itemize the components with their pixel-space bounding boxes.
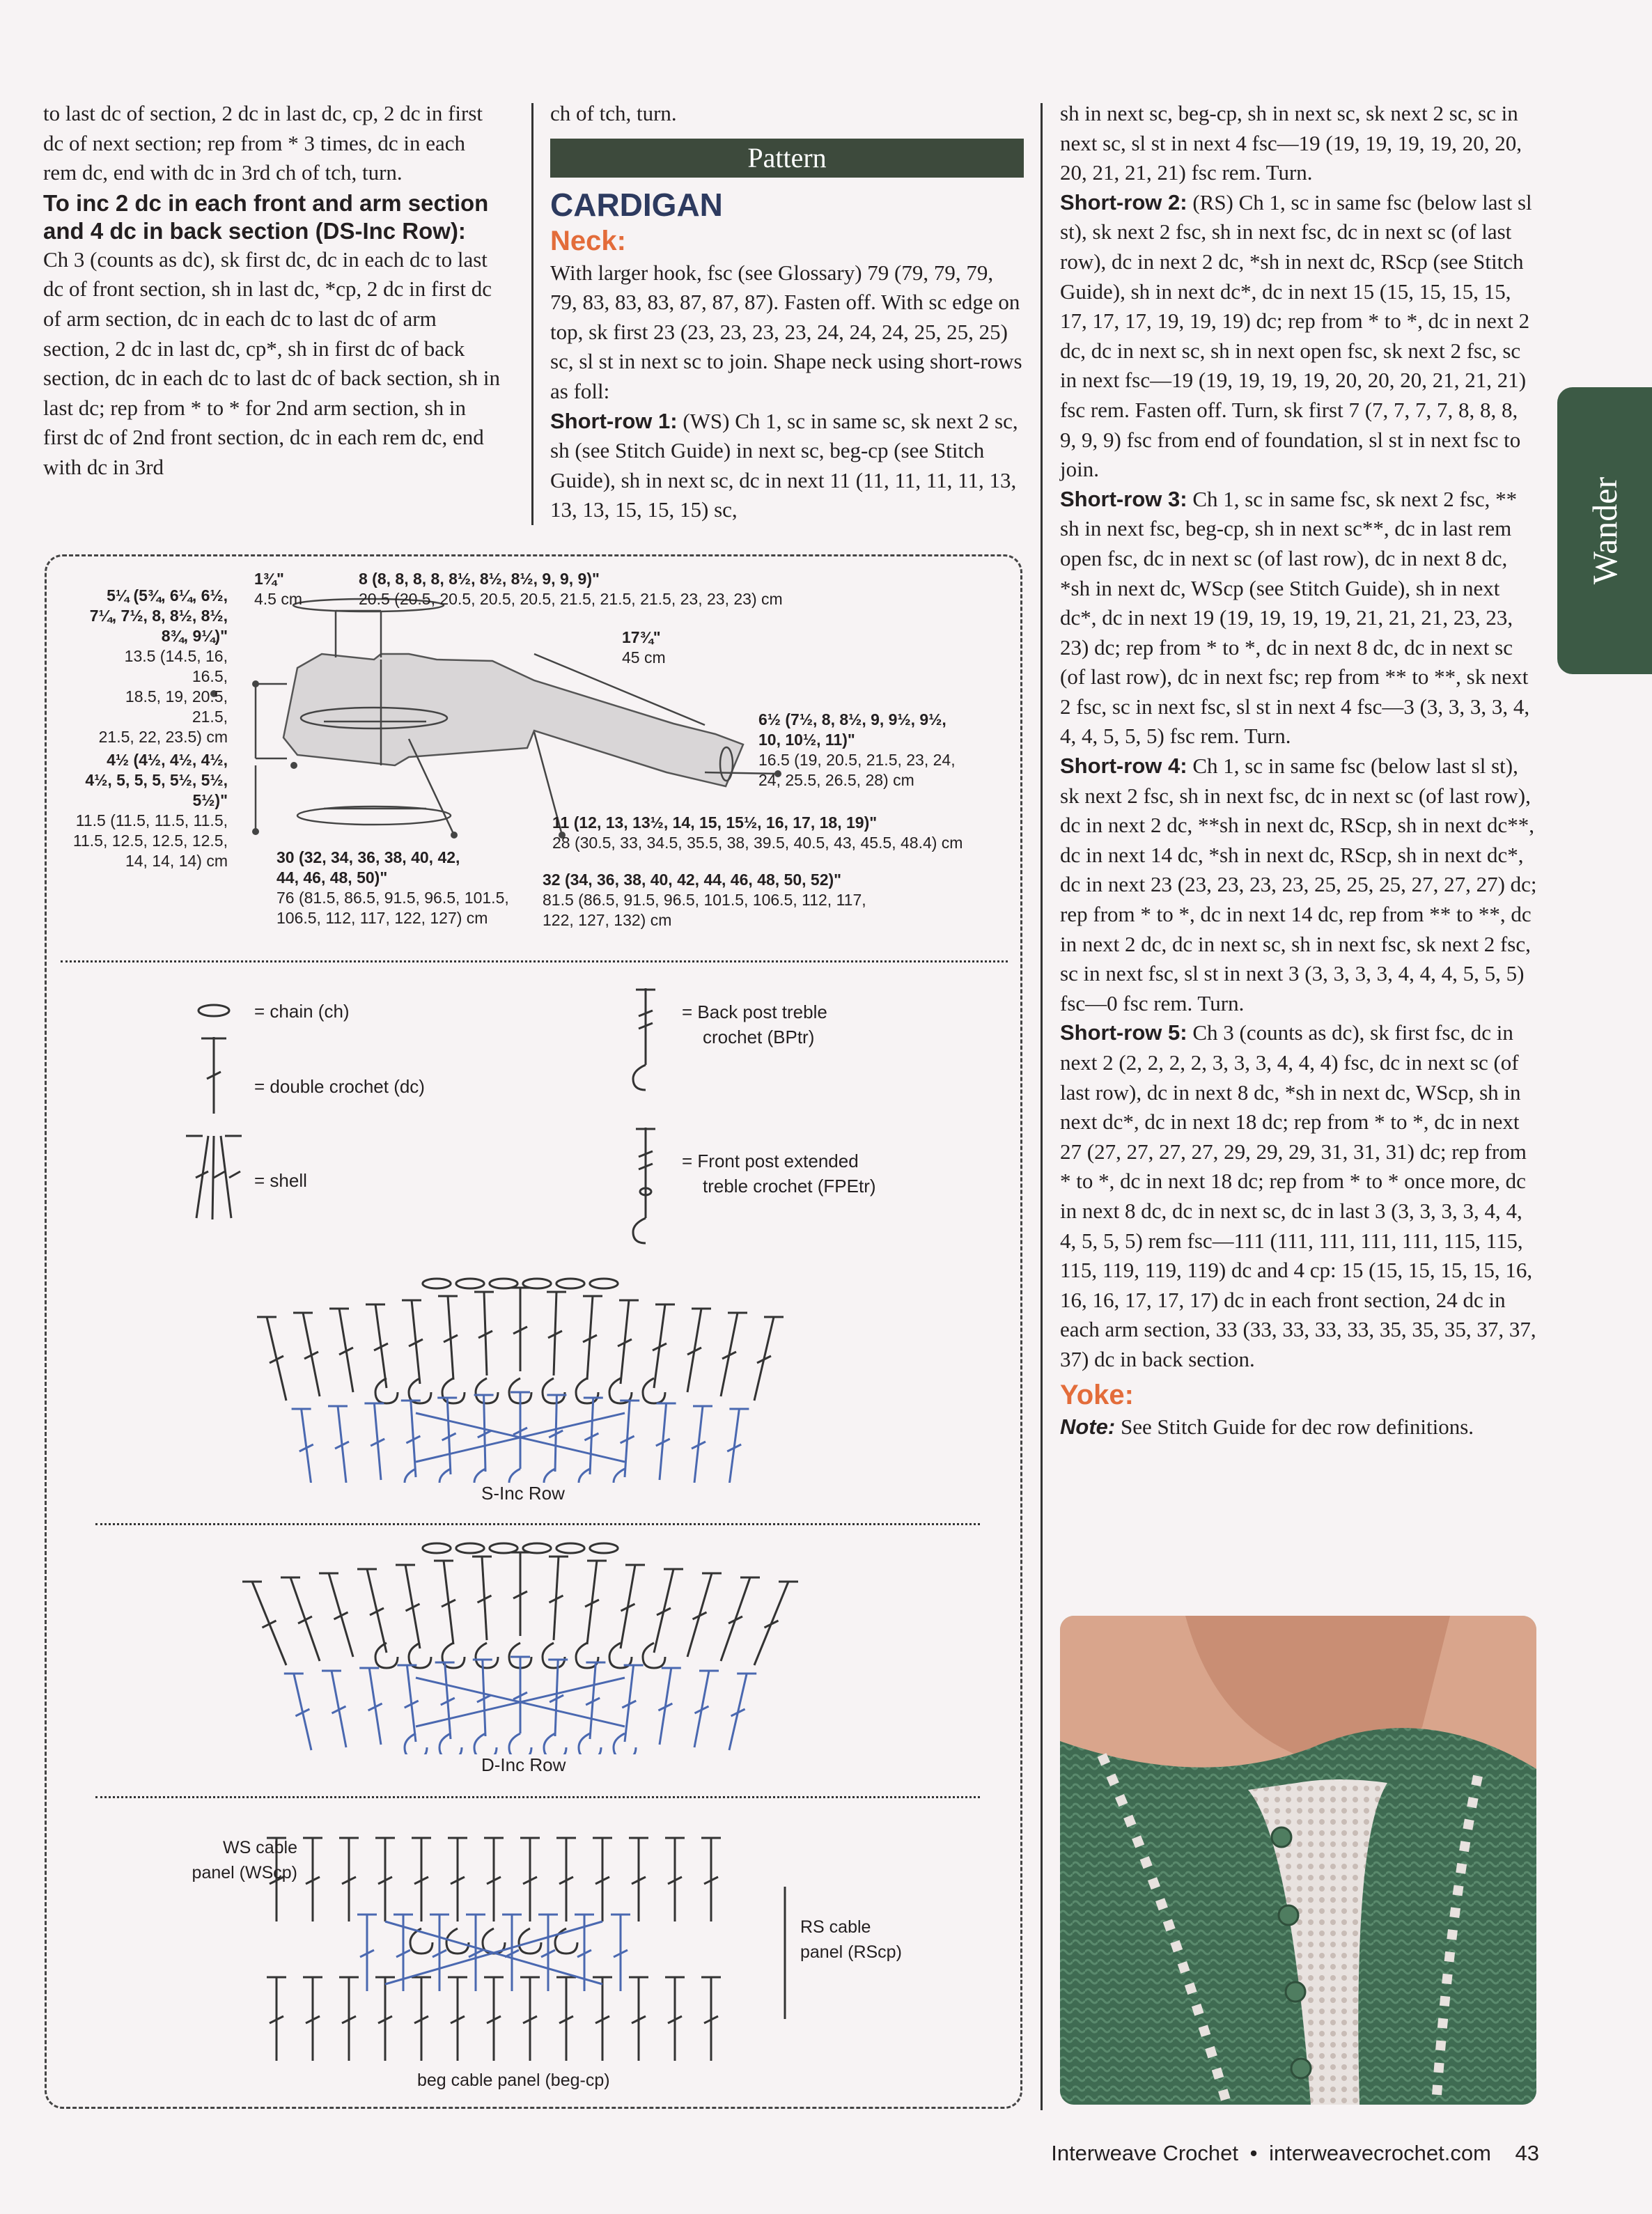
dim-bust-in-2: 44, 46, 48, 50)" <box>276 868 388 887</box>
dim-body-in-1: 4½ (4½, 4½, 4½, <box>107 751 228 769</box>
post-stitch-loop <box>476 1643 498 1668</box>
note-text: See Stitch Guide for dec row definitions. <box>1120 1414 1474 1439</box>
schematic-label-5 <box>61 750 228 871</box>
schematic-label-7 <box>552 813 963 853</box>
button-2 <box>1279 1905 1298 1925</box>
dim-yoke-cm-2: 18.5, 19, 20.5, 21.5, <box>125 687 228 726</box>
side-tab-label: Wander <box>1585 476 1624 585</box>
dim-neck-width-cm: 20.5 (20.5, 20.5, 20.5, 20.5, 21.5, 21.5, 21.5, 23, 23, 23) cm <box>359 590 783 608</box>
dim-hip-cm-1: 81.5 (86.5, 91.5, 96.5, 101.5, 106.5, 112, 117, <box>543 891 866 909</box>
chain-stitch <box>556 1543 584 1553</box>
dim-hip-in: 32 (34, 36, 38, 40, 42, 44, 46, 48, 50, 52)" <box>543 871 842 889</box>
ds-inc-heading: To inc 2 dc in each front and arm section and 4 dc in back section (DS-Inc Row): <box>43 189 489 244</box>
chain-stitch <box>456 1543 484 1553</box>
legend-bptr <box>682 999 827 1050</box>
short-row-3-text: Ch 1, sc in same fsc, sk next 2 fsc, ** sh in next fsc, beg-cp, sh in next sc**, dc in last rem open fsc, dc in next sc (of last row), dc in next 8 dc, *sh in next dc, WScp (see Stitch Guide), sh in next dc*, dc in next 19 (19, 19, 19, 19, 21, 21, 21, 23, 23, 23) dc; rep from * to *, dc in next 8 dc, dc in next sc (of last row), dc in next fsc; rep from ** to **, sk next 2 fsc, sc in next fsc, sl st in next 4 fsc—3 (3, 3, 3, 3, 4, 4, 4, 5, 5, 5) fsc rem. Turn. <box>1060 486 1530 749</box>
schematic-label-6 <box>758 710 956 790</box>
short-row-5 <box>1060 1018 1538 1374</box>
short-row-1-label: Short-row 1: <box>550 408 678 433</box>
post-stitch-loop <box>576 1378 598 1403</box>
dotted-separator-2 <box>95 1523 980 1525</box>
short-row-2-label: Short-row 2: <box>1060 189 1187 215</box>
text-column-1 <box>43 99 503 483</box>
dim-upper-arm-cm: 28 (30.5, 33, 34.5, 35.5, 38, 39.5, 40.5, 43, 45.5, 48.4) cm <box>552 834 963 852</box>
short-row-2-text: (RS) Ch 1, sc in same fsc (below last sl st), sk next 2 fsc, sh in next fsc, dc in next sc (of last row), dc in next 2 dc, *sh in next dc, RScp (see Stitch Guide), sh in next dc*, dc in next 15 (15, 15, 15, 15, 17, 17, 17, 19, 19, 19) dc; rep from * to *, dc in next 2 dc, dc in next sc, sh in next open fsc, sk next 2 fsc, sc in next fsc—19 (19, 19, 19, 19, 20, 20, 20, 21, 21, 21) fsc rem. Fasten off. Turn, sk first 7 (7, 7, 7, 7, 8, 8, 8, 9, 9, 9) fsc from end of foundation, sl st in next fsc to join. <box>1060 189 1532 482</box>
chain-stitch <box>523 1543 551 1553</box>
post-stitch-loop <box>543 1643 565 1668</box>
post-stitch-loop <box>544 1733 566 1754</box>
neck-heading: Neck: <box>550 225 626 256</box>
legend-fpetr-line2: treble crochet (FPEtr) <box>703 1176 876 1196</box>
short-row-4-label: Short-row 4: <box>1060 754 1187 779</box>
yoke-note <box>1060 1412 1538 1442</box>
dim-bust-cm-1: 76 (81.5, 86.5, 91.5, 96.5, 101.5, <box>276 889 509 907</box>
text-column-3 <box>1060 99 1538 1442</box>
short-row-1 <box>550 407 1024 525</box>
footer-magazine: Interweave Crochet <box>1051 2141 1239 2165</box>
footer-bullet: • <box>1249 2141 1258 2165</box>
dim-body-in-3: 5½)" <box>192 791 228 809</box>
dim-neck-depth-in: 1¾" <box>254 570 284 588</box>
note-label: Note: <box>1060 1414 1116 1439</box>
dim-yoke-in-1: 5¼ (5¾, 6¼, 6½, <box>107 586 228 605</box>
legend-symbols <box>47 974 1024 1253</box>
dim-sleeve-length-cm: 45 cm <box>622 648 666 666</box>
dim-neck-width-in: 8 (8, 8, 8, 8, 8½, 8½, 8½, 9, 9, 9)" <box>359 570 600 588</box>
button-4 <box>1291 2059 1311 2078</box>
legend-fpetr-line1: = Front post extended <box>682 1151 859 1171</box>
column-divider-2 <box>1041 103 1043 2110</box>
ws-cable-label <box>137 1835 297 1885</box>
chain-symbol <box>198 1005 229 1016</box>
schematic-label-9 <box>543 870 866 930</box>
text-column-2 <box>550 99 1024 525</box>
chain-stitch <box>423 1279 451 1288</box>
col1-para-1: to last dc of section, 2 dc in last dc, cp, 2 dc in first dc of next section; rep from * 3 times, dc in each rem dc, end with dc in 3rd ch of tch, turn. <box>43 101 483 185</box>
dim-cuff-cm-2: 24, 25.5, 26.5, 28) cm <box>758 771 914 789</box>
post-stitch-loop <box>442 1378 465 1403</box>
dim-hip-cm-2: 122, 127, 132) cm <box>543 911 672 929</box>
d-inc-caption: D-Inc Row <box>481 1754 566 1775</box>
pattern-banner: Pattern <box>550 139 1024 178</box>
dim-cuff-in-2: 10, 10½, 11)" <box>758 731 855 749</box>
dim-body-cm-3: 14, 14, 14) cm <box>125 852 228 870</box>
dim-body-cm-2: 11.5, 12.5, 12.5, 12.5, <box>72 832 228 850</box>
body-shape <box>283 654 743 786</box>
col2-para-0: ch of tch, turn. <box>550 101 677 125</box>
page-number: 43 <box>1515 2141 1539 2165</box>
chain-stitch <box>490 1279 517 1288</box>
d-inc-chart <box>47 1531 1024 1754</box>
dotted-separator-3 <box>95 1796 980 1798</box>
short-row-2 <box>1060 188 1538 485</box>
legend-bptr-line1: = Back post treble <box>682 1001 827 1022</box>
dim-bust-in-1: 30 (32, 34, 36, 38, 40, 42, <box>276 848 460 866</box>
dim-cuff-in-1: 6½ (7½, 8, 8½, 9, 9½, 9½, <box>758 710 946 728</box>
post-stitch-loop <box>543 1378 565 1403</box>
schematic-label-1 <box>254 569 302 609</box>
fpetr-symbol <box>633 1128 655 1243</box>
cardigan-title: CARDIGAN <box>550 186 723 223</box>
dim-body-in-2: 4½, 5, 5, 5, 5½, 5½, <box>85 771 228 789</box>
dim-sleeve-length-in: 17¾" <box>622 628 661 646</box>
short-row-5-text: Ch 3 (counts as dc), sk first fsc, dc in next 2 (2, 2, 2, 2, 3, 3, 3, 4, 4, 4) fsc, dc in next sc (of last row), dc in next 8 dc, *sh in next dc, WScp, sh in next dc*, dc in next 18 dc; rep from * to *, dc in next 27 (27, 27, 27, 27, 29, 29, 29, 31, 31, 31) dc; rep from * to *, dc in next 18 dc; rep from * to * once more, dc in next 8 dc, dc in next sc, dc in last 3 (3, 3, 3, 3, 4, 4, 4, 5, 5, 5) rem fsc—111 (111, 111, 111, 111, 115, 115, 115, 119, 119, 119) dc and 4 cp: 15 (15, 15, 15, 15, 16, 16, 16, 17, 17, 17) dc in each front section, 24 dc in each arm section, 33 (33, 33, 33, 33, 35, 35, 35, 37, 37, 37) dc in back section. <box>1060 1020 1536 1371</box>
page-footer <box>996 2141 1539 2166</box>
schematic-label-8 <box>276 848 509 928</box>
ws-cable-line2: panel (WScp) <box>192 1863 297 1882</box>
legend-bptr-line2: crochet (BPtr) <box>703 1027 815 1047</box>
beg-cable-caption: beg cable panel (beg-cp) <box>417 2071 610 2090</box>
rs-cable-line2: panel (RScp) <box>800 1942 902 1962</box>
schematic-label-2 <box>359 569 783 609</box>
dim-bust-cm-2: 106.5, 112, 117, 122, 127) cm <box>276 909 488 927</box>
post-stitch-loop <box>375 1643 398 1668</box>
shell-symbol <box>186 1136 242 1219</box>
short-row-4 <box>1060 751 1538 1018</box>
dim-yoke-in-2: 7¼, 7½, 8, 8½, 8½, <box>89 607 228 625</box>
dim-body-cm-1: 11.5 (11.5, 11.5, 11.5, <box>75 811 228 829</box>
legend-dc: = double crochet (dc) <box>254 1076 425 1097</box>
rs-cable-line1: RS cable <box>800 1917 871 1937</box>
chain-stitch <box>523 1279 551 1288</box>
bptr-symbol <box>633 988 655 1090</box>
dotted-separator-1 <box>61 960 1008 962</box>
dim-yoke-in-3: 8¾, 9¼)" <box>161 627 228 645</box>
short-row-3 <box>1060 485 1538 751</box>
photo-illustration <box>1060 1616 1536 2105</box>
dim-upper-arm-in: 11 (12, 13, 13½, 14, 15, 15½, 16, 17, 18, 19)" <box>552 813 878 832</box>
dc-symbol <box>201 1037 226 1114</box>
col1-para-2: Ch 3 (counts as dc), sk first dc, dc in each dc to last dc of front section, sh in last dc, *cp, 2 dc in first dc of arm section, dc in each dc to last dc of arm section, 2 dc in last dc, cp*, sh in first dc of back section, dc in each dc to last dc of back section, sh in last dc; rep from * to * for 2nd arm section, sh in first dc of 2nd front section, dc in each rem dc, end with dc in 3rd <box>43 247 500 479</box>
section-side-tab <box>1557 387 1652 674</box>
button-3 <box>1286 1982 1305 2002</box>
chain-stitch <box>556 1279 584 1288</box>
short-row-4-text: Ch 1, sc in same fsc (below last sl st), sk next 2 fsc, sh in next fsc, dc in next sc (of last row), dc in next 2 dc, **sh in next dc, RScp, sh in next dc**, dc in next 14 dc, *sh in next dc, RScp, sh in next dc*, dc in next 23 (23, 23, 23, 23, 25, 25, 25, 27, 27, 27) dc; rep from * to *, dc in next 14 dc, rep from ** to **, dc in next 2 dc, dc in next sc, sh in next fsc, sk next 2 fsc, sc in next fsc, sl st in next 3 (3, 3, 3, 3, 4, 4, 4, 5, 5, 5) fsc—0 fsc rem. Turn. <box>1060 754 1537 1015</box>
dim-yoke-cm-1: 13.5 (14.5, 16, 16.5, <box>124 647 228 685</box>
button-1 <box>1272 1827 1291 1847</box>
s-inc-caption: S-Inc Row <box>481 1483 565 1504</box>
schematic-label-3 <box>88 586 228 747</box>
ws-cable-line1: WS cable <box>223 1838 297 1857</box>
short-row-1-text: (WS) Ch 1, sc in same sc, sk next 2 sc, sh (see Stitch Guide) in next sc, beg-cp (see Stitch Guide), sh in next sc, dc in next 11 (11, 11, 11, 11, 13, 13, 13, 15, 15, 15) sc, <box>550 408 1018 522</box>
schematic-label-4 <box>622 627 666 668</box>
legend-shell: = shell <box>254 1170 307 1191</box>
s-inc-chart <box>47 1274 1024 1483</box>
neck-text: With larger hook, fsc (see Glossary) 79 (79, 79, 79, 79, 83, 83, 83, 87, 87, 87). Fasten off. With sc edge on top, sk first 23 (23, 23, 23, 23, 24, 24, 24, 25, 25, 25) sc, sl st in next sc to join. Shape neck using short-rows as foll: <box>550 260 1022 403</box>
post-stitch-loop <box>643 1643 665 1668</box>
chain-stitch <box>456 1279 484 1288</box>
short-row-5-label: Short-row 5: <box>1060 1020 1187 1045</box>
column-divider-1 <box>531 103 533 525</box>
chain-stitch <box>423 1543 451 1553</box>
rs-cable-label <box>800 1915 902 1965</box>
chain-stitch <box>590 1543 618 1553</box>
cardigan-photo <box>1060 1616 1536 2105</box>
legend-fpetr <box>682 1148 876 1199</box>
short-row-3-label: Short-row 3: <box>1060 486 1187 511</box>
dim-yoke-cm-3: 21.5, 22, 23.5) cm <box>98 728 228 746</box>
post-stitch-loop <box>474 1733 497 1754</box>
dim-neck-depth-cm: 4.5 cm <box>254 590 303 608</box>
diagram-panel <box>45 554 1022 2109</box>
post-stitch-loop <box>509 1469 531 1483</box>
chain-stitch <box>490 1543 517 1553</box>
post-stitch-loop <box>509 1733 531 1754</box>
footer-url: interweavecrochet.com <box>1269 2141 1491 2165</box>
chain-stitch <box>590 1279 618 1288</box>
dim-cuff-cm-1: 16.5 (19, 20.5, 21.5, 23, 24, <box>758 751 956 769</box>
legend-chain: = chain (ch) <box>254 1001 350 1022</box>
col3-para-0: sh in next sc, beg-cp, sh in next sc, sk next 2 sc, sc in next sc, sl st in next 4 fsc—19 (19, 19, 19, 19, 20, 20, 20, 21, 21, 21) fsc rem. Turn. <box>1060 101 1522 185</box>
yoke-heading: Yoke: <box>1060 1379 1134 1410</box>
post-stitch-loop <box>476 1378 498 1403</box>
